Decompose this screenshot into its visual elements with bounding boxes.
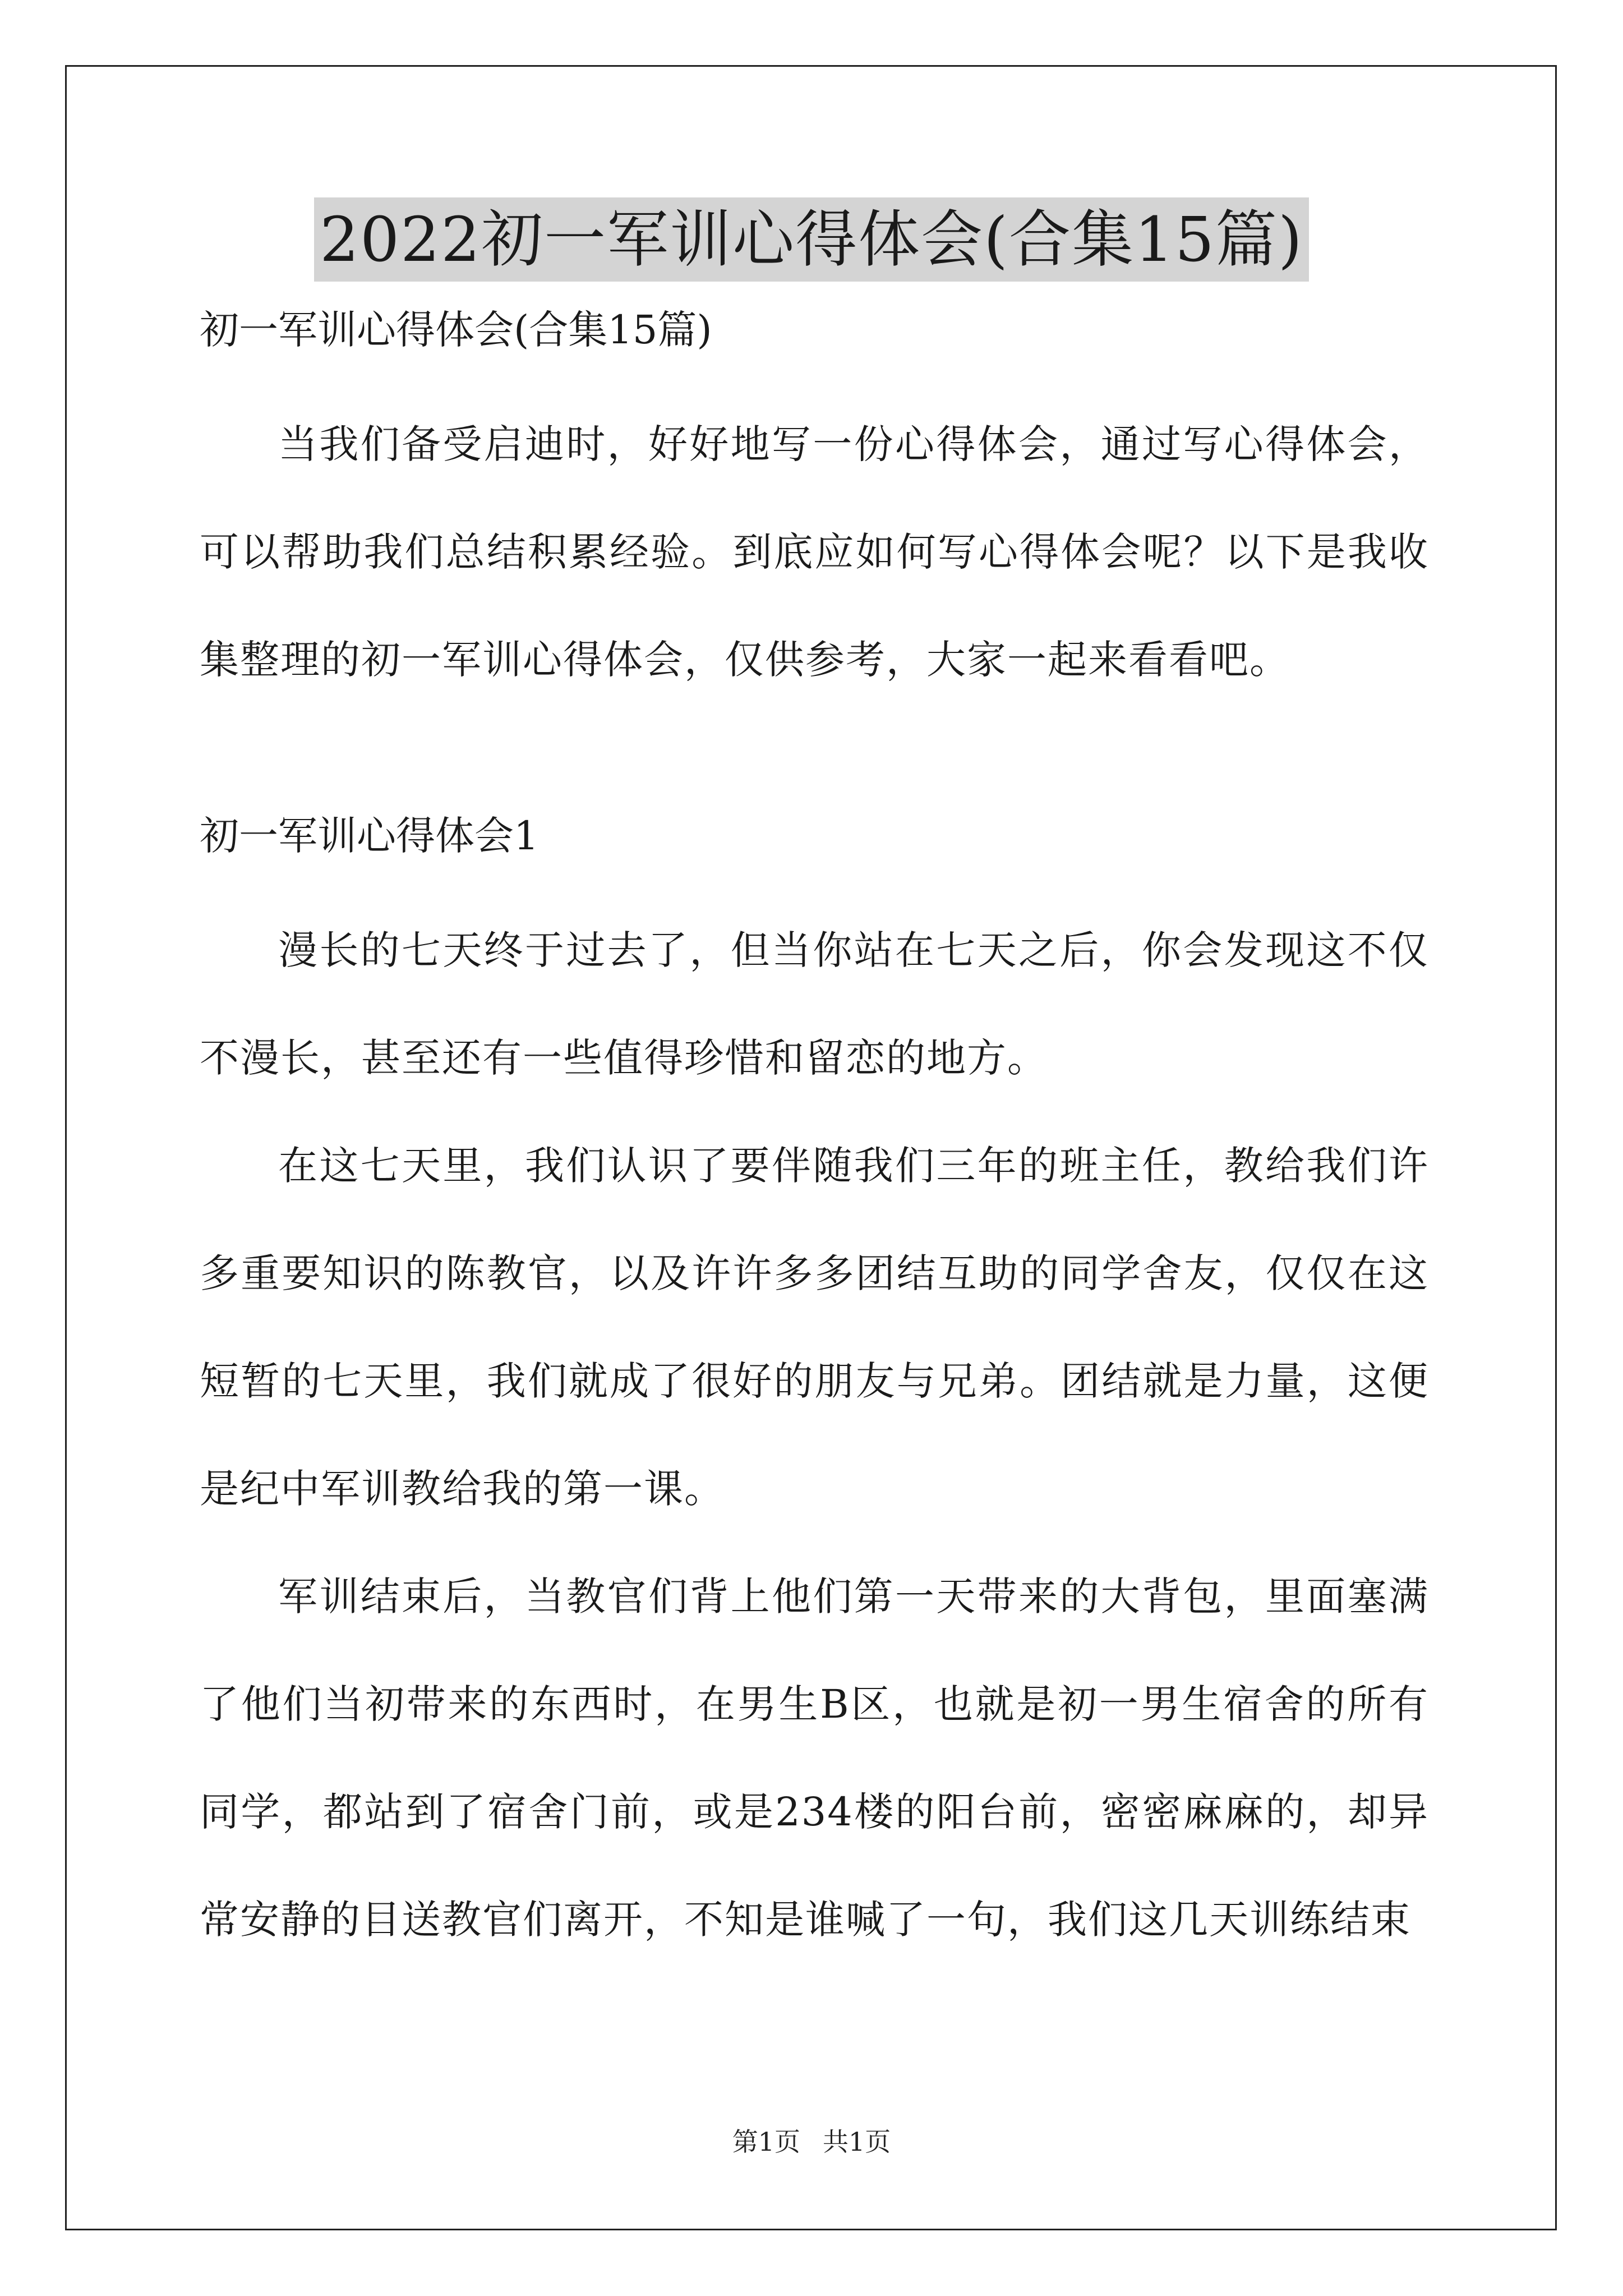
spacer	[200, 357, 1429, 390]
document-title: 2022初一军训心得体会(合集15篇)	[314, 197, 1309, 282]
page-number-current: 第1页	[732, 2127, 800, 2157]
title-container	[0, 197, 1623, 282]
body-paragraph: 在这七天里，我们认识了要伴随我们三年的班主任，教给我们许多重要知识的陈教官，以及许许多多团结互助的同学舍友，仅仅在这短暂的七天里，我们就成了很好的朋友与兄弟。团结就是力量，这便是纪中军训教给我的第一课。	[200, 1143, 1429, 1512]
spacer	[200, 714, 1429, 809]
body-paragraph: 军训结束后，当教官们背上他们第一天带来的大背包，里面塞满了他们当初带来的东西时，在男生B区，也就是初一男生宿舍的所有同学，都站到了宿舍门前，或是234楼的阳台前，密密麻麻的，却异常安静的目送教官们离开，不知是谁喊了一句，我们这几天训练结束	[200, 1573, 1429, 1943]
intro-paragraph: 当我们备受启迪时，好好地写一份心得体会，通过写心得体会，可以帮助我们总结积累经验。到底应如何写心得体会呢？以下是我收集整理的初一军训心得体会，仅供参考，大家一起来看看吧。	[200, 421, 1429, 683]
document-body	[200, 303, 1429, 1973]
section-heading: 初一军训心得体会1	[200, 813, 539, 859]
spacer	[200, 863, 1429, 896]
page-number-total: 共1页	[823, 2127, 891, 2157]
document-subtitle: 初一军训心得体会(合集15篇)	[200, 307, 712, 353]
body-paragraph: 漫长的七天终于过去了，但当你站在七天之后，你会发现这不仅不漫长，甚至还有一些值得珍惜和留恋的地方。	[200, 927, 1429, 1081]
page-footer	[0, 2125, 1623, 2159]
